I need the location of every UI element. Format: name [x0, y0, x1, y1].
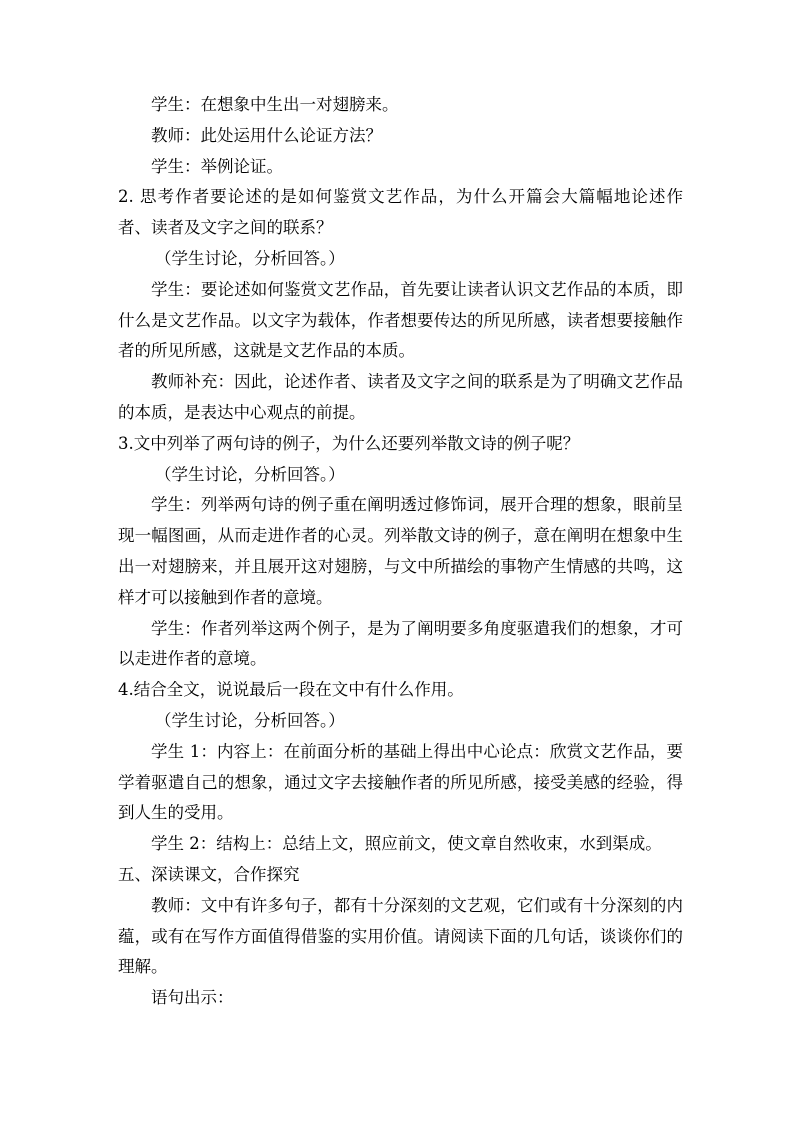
discussion-note: （学生讨论，分析回答。）: [155, 248, 345, 268]
dialogue-student-answer: 学生：列举两句诗的例子重在阐明透过修饰词，展开合理的想象，眼前呈现一幅图画，从而走进作者的心灵。列举散文诗的例子，意在阐明在想象中生出一对翅膀来，并且展开这对翅膀，与文中所描绘的事物产生情感的共鸣，这样才可以接触到作者的意境。: [118, 495, 683, 607]
document-page: [118, 90, 683, 1014]
dialogue-student-answer: 学生：作者列举这两个例子，是为了阐明要多角度驱遣我们的想象，才可以走进作者的意境。: [118, 618, 683, 669]
question-3: 3.文中列举了两句诗的例子，为什么还要列举散文诗的例子呢？: [118, 433, 580, 453]
dialogue-student-1-answer: 学生 1：内容上：在前面分析的基础上得出中心论点：欣赏文艺作品，要学着驱遣自己的想象，通过文字去接触作者的所见所感，接受美感的经验，得到人生的受用。: [118, 741, 683, 823]
section-heading-5: 五、深读课文，合作探究: [118, 864, 300, 884]
sentence-display-label: 语句出示：: [151, 988, 234, 1008]
dialogue-teacher-question: 教师：此处运用什么论证方法？: [151, 125, 382, 145]
question-2: 2. 思考作者要论述的是如何鉴赏文艺作品，为什么开篇会大篇幅地论述作者、读者及文字之间的联系？: [118, 187, 683, 238]
discussion-note: （学生讨论，分析回答。）: [155, 464, 345, 484]
question-4: 4.结合全文，说说最后一段在文中有什么作用。: [118, 680, 464, 700]
discussion-note: （学生讨论，分析回答。）: [155, 710, 345, 730]
dialogue-student-answer: 学生：举例论证。: [151, 156, 283, 176]
dialogue-student-answer: 学生：在想象中生出一对翅膀来。: [151, 95, 399, 114]
dialogue-teacher-instruction: 教师：文中有许多句子，都有十分深刻的文艺观，它们或有十分深刻的内蕴，或有在写作方面值得借鉴的实用价值。请阅读下面的几句话，谈谈你们的理解。: [118, 895, 683, 977]
dialogue-student-answer: 学生：要论述如何鉴赏文艺作品，首先要让读者认识文艺作品的本质，即什么是文艺作品。以文字为载体，作者想要传达的所见所感，读者想要接触作者的所见所感，这就是文艺作品的本质。: [118, 279, 683, 361]
dialogue-teacher-supplement: 教师补充：因此，论述作者、读者及文字之间的联系是为了明确文艺作品的本质，是表达中心观点的前提。: [118, 372, 683, 422]
dialogue-student-2-answer: 学生 2：结构上：总结上文，照应前文，使文章自然收束，水到渠成。: [151, 834, 662, 854]
